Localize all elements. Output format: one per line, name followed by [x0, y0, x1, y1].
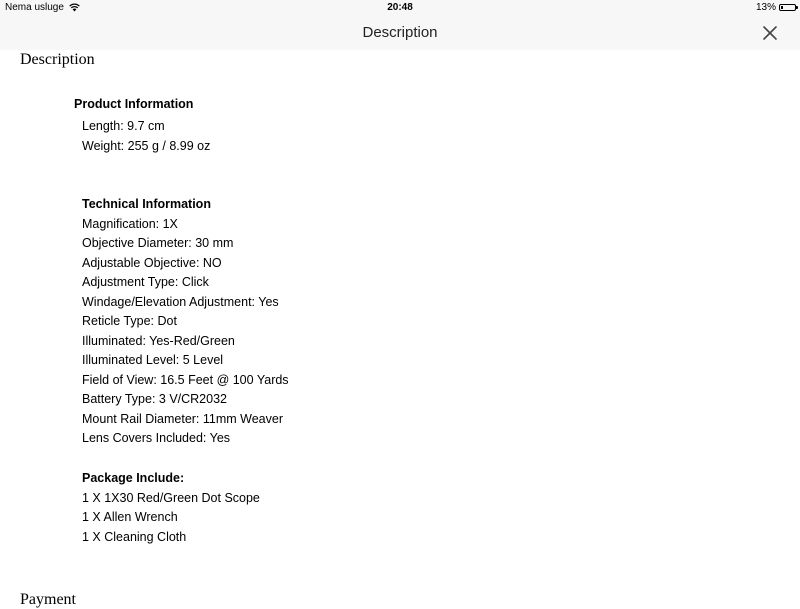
tech-info-line: Adjustable Objective: NO [82, 255, 222, 270]
tech-info-line: Illuminated: Yes-Red/Green [82, 333, 235, 348]
package-include-title: Package Include: [82, 471, 185, 485]
battery-percent: 13% [755, 2, 776, 13]
tech-info-line: Battery Type: 3 V/CR2032 [82, 392, 227, 406]
technical-information-title: Technical Information [82, 197, 211, 211]
tech-info-line: Magnification: 1X [82, 216, 178, 231]
description-content[interactable] [0, 50, 800, 608]
product-information-list [82, 117, 210, 156]
battery-icon [779, 4, 796, 11]
status-bar [0, 0, 800, 16]
page-title: Description [362, 24, 438, 41]
battery-group [756, 2, 796, 13]
product-info-line: Weight: 255 g / 8.99 oz [82, 138, 211, 153]
tech-info-line: Field of View: 16.5 Feet @ 100 Yards [82, 372, 289, 387]
description-heading: Description [20, 51, 95, 68]
tech-info-line: Mount Rail Diameter: 11mm Weaver [82, 411, 283, 426]
payment-heading: Payment [20, 591, 76, 608]
package-item: 1 X Cleaning Cloth [82, 529, 187, 544]
navigation-bar [0, 16, 800, 50]
package-include-section [82, 469, 260, 547]
product-info-line: Length: 9.7 cm [82, 119, 165, 133]
tech-info-line: Reticle Type: Dot [82, 314, 177, 328]
clock: 20:48 [387, 2, 413, 13]
tech-info-line: Adjustment Type: Click [82, 275, 209, 289]
close-icon[interactable] [762, 25, 778, 41]
tech-info-line: Illuminated Level: 5 Level [82, 353, 224, 367]
tech-info-line: Windage/Elevation Adjustment: Yes [82, 294, 279, 309]
battery-level [781, 6, 783, 9]
technical-information-section [82, 195, 289, 449]
package-item: 1 X Allen Wrench [82, 510, 178, 524]
package-item: 1 X 1X30 Red/Green Dot Scope [82, 490, 260, 505]
tech-info-line: Objective Diameter: 30 mm [82, 236, 234, 250]
product-information-title: Product Information [74, 97, 194, 111]
tech-info-line: Lens Covers Included: Yes [82, 431, 231, 445]
carrier-label: Nema usluge [5, 2, 64, 13]
